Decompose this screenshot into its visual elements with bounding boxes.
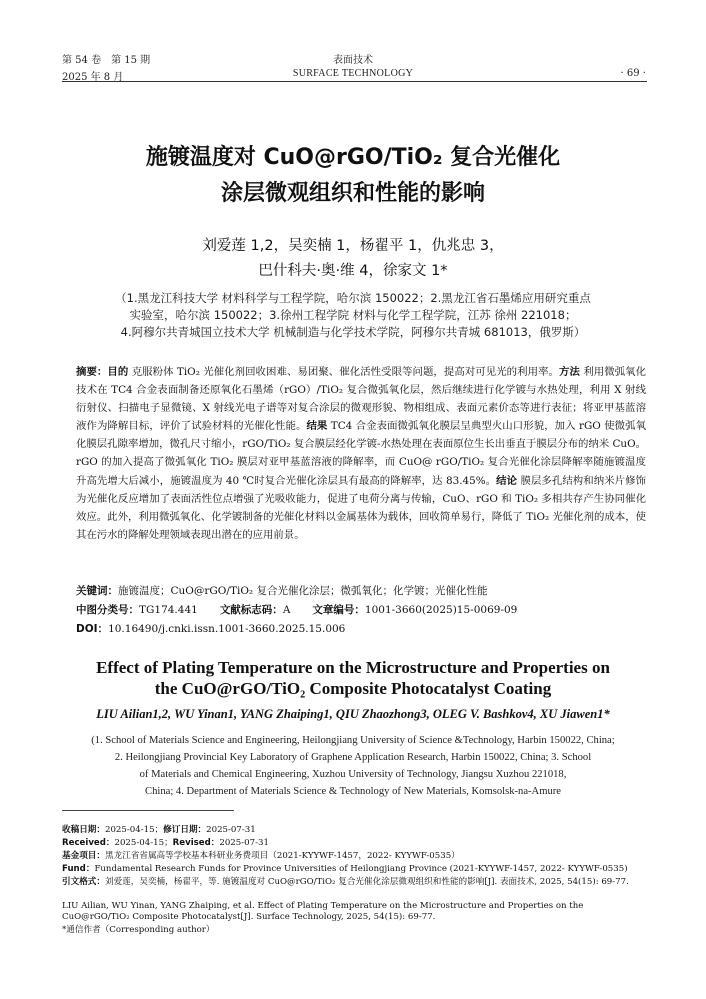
article-number-value: 1001-3660(2025)15-0069-09 — [364, 604, 518, 616]
footnote-citation-cn — [62, 877, 647, 888]
footnote-dates-cn: 收稿日期：2025-04-15；修订日期：2025-07-31 — [62, 825, 256, 835]
footnote-corresponding-author: *通信作者（Corresponding author） — [62, 925, 215, 935]
received-en: 2025-04-15 — [114, 838, 165, 848]
cn-title-line1: 施镀温度对 CuO@rGO/TiO₂ 复合光催化 — [145, 145, 561, 170]
header-volume-issue: 第 54 卷 第 15 期 — [62, 55, 151, 66]
received-en-label: Received： — [62, 838, 115, 848]
clc-value: TG174.441 — [139, 604, 198, 616]
en-affiliation-line: China; 4. Department of Materials Science & Technology of New Materials, Komsolsk-na-Amure — [145, 786, 561, 797]
cn-authors-line1: 刘爱莲 1,2，吴奕楠 1，杨翟平 1，仇兆忠 3， — [202, 238, 504, 254]
doi-label: DOI： — [76, 623, 109, 635]
header-journal-cn: 表面技术 — [333, 55, 373, 66]
abstract-conclusion: 膜层多孔结构和纳米片修饰为光催化反应增加了表面活性位点增强了光吸收能力，促进了电荷分离与传输，CuO、rGO 和 TiO₂ 多相共存产生协同催化效应。此外，利用微弧氧化、化学镀制备的光催化材料以金属基体为载体，回收简单易行，降低了 TiO₂ 光催化剂的成本，使其在污水的降解处理领域表现出潜在的应用前景。 — [76, 474, 646, 541]
abstract-conclusion-label: 结论 — [496, 474, 518, 487]
revised-en-label: Revised： — [172, 838, 220, 848]
abstract-method: 利用微弧氧化技术在 TC4 合金表面制备还原氧化石墨烯（rGO）/TiO₂ 复合微弧氧化层，然后继续进行化学镀与水热处理，利用 X 射线衍射仪、扫描电子显微镜、X 射线光电子谱等对复合涂层的微观形貌、物相组成、表面元素价态等进行表征；将亚甲基蓝溶液作为降解目标，评价了试验材料的光催化性能。 — [76, 366, 647, 433]
header-page-number: · 69 · — [620, 68, 646, 79]
revised-cn: 2025-07-31 — [206, 825, 256, 835]
revised-cn-label: 修订日期： — [163, 825, 207, 835]
citation-cn-label: 引文格式： — [62, 877, 105, 887]
abstract-result: TC4 合金表面微弧氧化膜层呈典型火山口形貌，加入 rGO 使微弧氧化膜层孔隙率增加，微孔尺寸缩小，rGO/TiO₂ 复合膜层经化学镀-水热处理在表面原位生长出垂直于膜层分布的纳米 CuO。rGO 的加入提高了微弧氧化 TiO₂ 膜层对亚甲基蓝溶液的降解率，而 CuO@ rGO/TiO₂ 复合光催化涂层降解率随施镀温度升高先增大后减小，施镀温度为 40 ℃时复合光催化涂层具有最高的降解率，达 83.45%。 — [76, 420, 646, 487]
keywords-text: 施镀温度；CuO@rGO/TiO₂ 复合光催化涂层；微弧氧化；化学镀；光催化性能 — [118, 585, 488, 597]
en-affiliation-line: of Materials and Chemical Engineering, Xuzhou University of Technology, Jiangsu Xuzhou 221018, — [139, 769, 567, 780]
en-affiliation-line: (1. School of Materials Science and Engineering, Heilongjiang University of Science &Technology, Harbin 150022, China; — [91, 735, 615, 746]
received-cn-label: 收稿日期： — [62, 825, 105, 835]
en-title-line1: Effect of Plating Temperature on the Microstructure and Properties on — [96, 658, 610, 677]
abstract-label: 摘要： — [76, 366, 108, 378]
abstract-purpose-label: 目的 — [107, 366, 129, 378]
cn-affiliation-line: （1.黑龙江科技大学 材料科学与工程学院，哈尔滨 150022；2.黑龙江省石墨烯应用研究重点 — [115, 291, 591, 305]
keywords-label: 关键词： — [76, 585, 118, 597]
doi-line — [76, 621, 345, 636]
classification-line — [76, 602, 517, 617]
cn-title-line2: 涂层微观组织和性能的影响 — [220, 181, 485, 206]
cn-affiliation-line: 实验室，哈尔滨 150022；3.徐州工程学院 材料与化学工程学院，江苏 徐州 221018； — [129, 308, 577, 322]
article-number-label: 文章编号： — [312, 604, 365, 616]
en-affiliation-line: 2. Heilongjiang Provincial Key Laboratory of Graphene Application Research, Harbin 150022, China; 3. School — [114, 752, 592, 763]
clc-label: 中图分类号： — [76, 604, 139, 616]
abstract-result-label: 结果 — [306, 420, 328, 433]
cn-authors-line2: 巴什科夫·奥·维 4，徐家文 1* — [258, 263, 448, 279]
footnote-fund-cn — [62, 851, 647, 862]
abstract-purpose: 克服粉体 TiO₂ 光催化剂回收困难、易团聚、催化活性受限等问题，提高对可见光的利用率。 — [128, 366, 559, 378]
fund-en: Fundamental Research Funds for Province Universities of Heilongjiang Province (2021-KYYWF-1457, 2022- KYYWF-0535) — [94, 864, 628, 874]
doc-code-label: 文献标志码： — [219, 604, 283, 616]
received-cn: 2025-04-15 — [104, 825, 155, 835]
fund-cn-label: 基金项目： — [62, 851, 105, 861]
fund-cn: 黑龙江省省属高等学校基本科研业务费项目（2021-KYYWF-1457，2022- KYYWF-0535） — [104, 851, 460, 861]
cn-affiliation-line: 4.阿穆尔共青城国立技术大学 机械制造与化学技术学院，阿穆尔共青城 681013，俄罗斯） — [120, 325, 586, 339]
en-authors: LIU Ailian1,2, WU Yinan1, YANG Zhaiping1, QIU Zhaozhong3, OLEG V. Bashkov4, XU Jiawen1* — [96, 707, 610, 721]
abstract — [76, 363, 646, 544]
footnote-fund-en — [62, 864, 647, 875]
abstract-method-label: 方法 — [559, 366, 580, 378]
header-rule — [62, 81, 647, 82]
citation-cn: 刘爱莲，吴奕楠，杨翟平，等. 施镀温度对 CuO@rGO/TiO₂ 复合光催化涂层微观组织和性能的影响[J]. 表面技术, 2025, 54(15): 69-77. — [104, 877, 629, 887]
footnote-dates-en: Received：2025-04-15；Revised：2025-07-31 — [62, 838, 269, 848]
header-date: 2025 年 8 月 — [62, 72, 124, 83]
footnote-citation-en: LIU Ailian, WU Yinan, YANG Zhaiping, et al. Effect of Plating Temperature on the Microstructure and Properties on the CuO@rGO/TiO₂ Composite Photocatalyst[J]. Surface Technology, 2025, 54(15): 69-77. — [62, 901, 584, 922]
fund-en-label: Fund： — [62, 864, 95, 874]
doi-value[interactable]: 10.16490/j.cnki.issn.1001-3660.2025.15.006 — [108, 623, 346, 635]
header-journal-en: SURFACE TECHNOLOGY — [292, 68, 414, 79]
revised-en: 2025-07-31 — [219, 838, 269, 848]
keywords — [76, 583, 487, 598]
doc-code-value: A — [282, 604, 291, 616]
en-title-line2: the CuO@rGO/TiO₂ Composite Photocatalyst Coating — [154, 679, 552, 698]
footnote-rule — [62, 810, 234, 811]
